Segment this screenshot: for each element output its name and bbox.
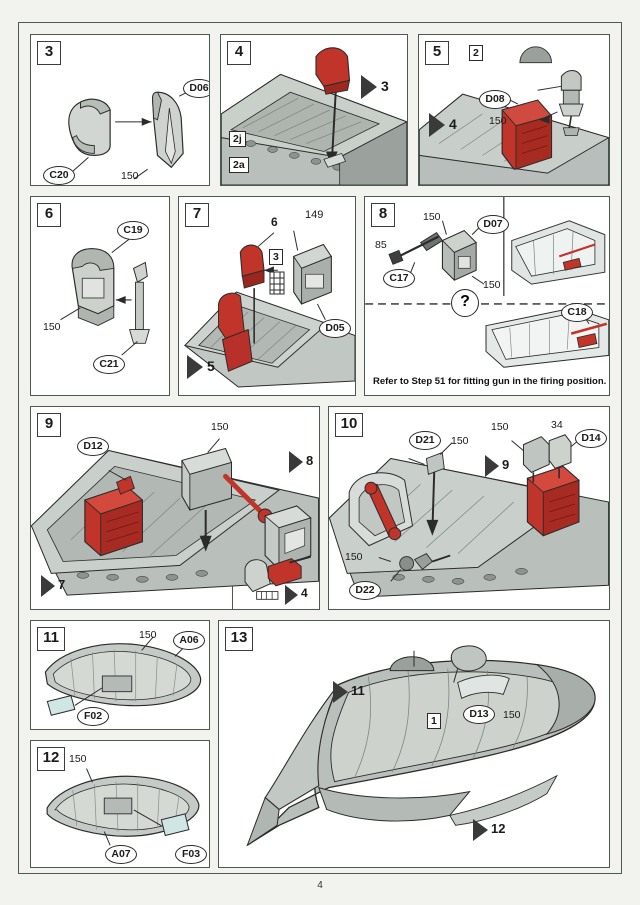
callout-d06: D06 xyxy=(183,79,210,98)
label-150-step10-bottom: 150 xyxy=(345,551,363,563)
triangle-step-marker-12 xyxy=(473,819,507,841)
label-150-step8-right: 150 xyxy=(483,279,501,291)
label-150-step10-top: 150 xyxy=(491,421,509,433)
question-mark-icon: ? xyxy=(451,289,479,317)
callout-d12: D12 xyxy=(77,437,109,456)
callout-d22: D22 xyxy=(349,581,381,600)
triangle-step-marker-5 xyxy=(187,355,221,379)
step10-artwork xyxy=(329,407,609,609)
page-number: 4 xyxy=(317,880,323,891)
callout-d07: D07 xyxy=(477,215,509,234)
triangle-step-label-8: 8 xyxy=(306,453,314,468)
step-number-8: 8 xyxy=(371,203,395,227)
panel-step-11 xyxy=(30,620,210,730)
triangle-step-marker-11 xyxy=(333,681,367,703)
callout-f02: F02 xyxy=(77,707,109,726)
step-number-11: 11 xyxy=(37,627,65,651)
label-34-step10: 34 xyxy=(551,419,563,431)
panel-step-12 xyxy=(30,740,210,868)
triangle-step-label-4-inset: 4 xyxy=(301,586,308,600)
label-150-step11: 150 xyxy=(139,629,157,641)
callout-d05: D05 xyxy=(319,319,351,338)
step-number-5: 5 xyxy=(425,41,449,65)
panel-step-9-inset xyxy=(232,548,320,610)
panel-step-13 xyxy=(218,620,610,868)
step8-note: Refer to Step 51 for fitting gun in the firing position. xyxy=(373,376,607,387)
triangle-step-label-4: 4 xyxy=(449,116,457,132)
panel-step-4 xyxy=(220,34,408,186)
step-number-9: 9 xyxy=(37,413,61,437)
label-150-step13: 150 xyxy=(503,709,521,721)
triangle-step-marker-8 xyxy=(289,451,319,473)
triangle-step-label-9: 9 xyxy=(502,457,510,472)
callout-a07: A07 xyxy=(105,845,137,864)
step-number-4: 4 xyxy=(227,41,251,65)
callout-a06: A06 xyxy=(173,631,205,650)
box-label-3-step7: 3 xyxy=(269,249,283,265)
step-number-13: 13 xyxy=(225,627,253,651)
box-label-2j: 2j xyxy=(229,131,246,147)
panel-step-7 xyxy=(178,196,356,396)
step-number-7: 7 xyxy=(185,203,209,227)
label-150-step10-left: 150 xyxy=(451,435,469,447)
triangle-step-marker-7 xyxy=(41,575,71,597)
callout-f03: F03 xyxy=(175,845,207,864)
step-number-12: 12 xyxy=(37,747,65,771)
step13-artwork xyxy=(219,621,609,867)
panel-step-6 xyxy=(30,196,170,396)
panel-step-8 xyxy=(364,196,610,396)
triangle-step-label-11: 11 xyxy=(351,683,365,698)
triangle-step-marker-4 xyxy=(429,113,463,137)
triangle-step-label-7: 7 xyxy=(58,577,66,592)
callout-d21: D21 xyxy=(409,431,441,450)
triangle-step-marker-9 xyxy=(485,455,515,477)
label-85-step8: 85 xyxy=(375,239,387,251)
callout-c21: C21 xyxy=(93,355,125,374)
triangle-step-label-3: 3 xyxy=(381,78,389,94)
callout-c19: C19 xyxy=(117,221,149,240)
box-label-2a: 2a xyxy=(229,157,249,173)
box-label-1-step13: 1 xyxy=(427,713,441,729)
label-150-step3: 150 xyxy=(121,170,139,182)
triangle-step-label-5: 5 xyxy=(207,358,215,374)
triangle-step-marker-3 xyxy=(361,75,395,99)
triangle-step-label-12: 12 xyxy=(491,821,506,836)
callout-c18: C18 xyxy=(561,303,593,322)
label-150-step12: 150 xyxy=(69,753,87,765)
step-number-10: 10 xyxy=(335,413,363,437)
callout-d13: D13 xyxy=(463,705,495,724)
label-150-step9: 150 xyxy=(211,421,229,433)
ladder-icon xyxy=(269,271,285,295)
callout-c20: C20 xyxy=(43,166,75,185)
label-150-step6: 150 xyxy=(43,321,61,333)
triangle-step-marker-4-inset xyxy=(285,585,315,605)
panel-step-10 xyxy=(328,406,610,610)
step-number-3: 3 xyxy=(37,41,61,65)
panel-step-5 xyxy=(418,34,610,186)
step-number-6: 6 xyxy=(37,203,61,227)
box-label-2: 2 xyxy=(469,45,483,61)
callout-d08: D08 xyxy=(479,90,511,109)
callout-c17: C17 xyxy=(383,269,415,288)
callout-d14: D14 xyxy=(575,429,607,448)
panel-step-3 xyxy=(30,34,210,186)
label-150-step8-top: 150 xyxy=(423,211,441,223)
label-150-step5: 150 xyxy=(489,115,507,127)
label-6-step7: 6 xyxy=(271,215,278,229)
label-149-step7: 149 xyxy=(305,209,324,221)
